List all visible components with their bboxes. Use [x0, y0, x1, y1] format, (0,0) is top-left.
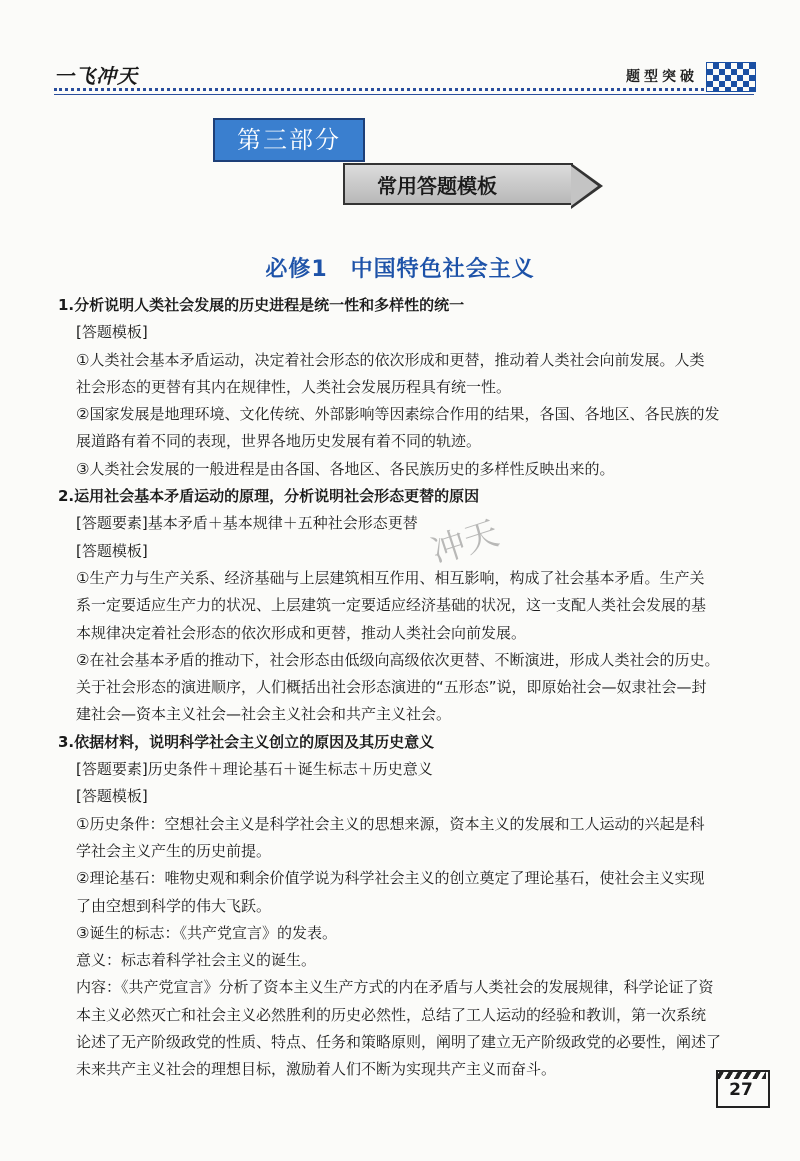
- header-divider-line: [54, 94, 754, 95]
- answer-line: [答题模板]: [76, 541, 148, 560]
- template-heading: 常用答题模板: [343, 163, 573, 205]
- question-heading: 1.分析说明人类社会发展的历史进程是统一性和多样性的统一: [58, 296, 465, 314]
- page-header: [0, 0, 800, 100]
- answer-line: ③人类社会发展的一般进程是由各国、各地区、各民族历史的多样性反映出来的。: [76, 459, 615, 478]
- answer-line: 内容：《共产党宣言》分析了资本主义生产方式的内在矛盾与人类社会的发展规律，科学论证了资: [76, 978, 714, 997]
- answer-line: [答题要素]基本矛盾＋基本规律＋五种社会形态更替: [76, 514, 418, 533]
- answer-line: ①人类社会基本矛盾运动，决定着社会形态的依次形成和更替，推动着人类社会向前发展。人类: [76, 350, 705, 369]
- answer-line: 展道路有着不同的表现，世界各地历史发展有着不同的轨迹。: [76, 432, 482, 451]
- answer-line: [答题模板]: [76, 787, 148, 806]
- section-label: 题型突破: [626, 69, 698, 85]
- document-body: [58, 292, 758, 1084]
- page-number: 27: [729, 1080, 753, 1100]
- answer-line: [答题要素]历史条件＋理论基石＋诞生标志＋历史意义: [76, 760, 433, 779]
- watermark: 冲天: [426, 513, 504, 573]
- page-number-stripes: [716, 1070, 766, 1079]
- answer-line: 论述了无产阶级政党的性质、特点、任务和策略原则，阐明了建立无产阶级政党的必要性，阐述了: [76, 1033, 722, 1052]
- answer-line: 本主义必然灭亡和社会主义必然胜利的历史必然性，总结了工人运动的经验和教训，第一次系统: [76, 1005, 707, 1024]
- answer-line: ③诞生的标志：《共产党宣言》的发表。: [76, 923, 337, 942]
- answer-line: ②在社会基本矛盾的推动下，社会形态由低级向高级依次更替、不断演进，形成人类社会的历史。: [76, 650, 720, 669]
- answer-line: ②理论基石：唯物史观和剩余价值学说为科学社会主义的创立奠定了理论基石，使社会主义实现: [76, 869, 705, 888]
- checker-icon: [706, 62, 756, 92]
- answer-line: ②国家发展是地理环境、文化传统、外部影响等因素综合作用的结果，各国、各地区、各民族的发: [76, 405, 720, 424]
- header-divider: [54, 88, 704, 91]
- answer-line: 意义：标志着科学社会主义的诞生。: [76, 951, 317, 970]
- answer-line: ①生产力与生产关系、经济基础与上层建筑相互作用、相互影响，构成了社会基本矛盾。生产关: [76, 568, 705, 587]
- question-heading: 3.依据材料，说明科学社会主义创立的原因及其历史意义: [58, 732, 435, 751]
- answer-line: ①历史条件：空想社会主义是科学社会主义的思想来源，资本主义的发展和工人运动的兴起是科: [76, 814, 705, 833]
- answer-line: 社会形态的更替有其内在规律性，人类社会发展历程具有统一性。: [76, 377, 512, 396]
- answer-line: 本规律决定着社会形态的依次形成和更替，推动人类社会向前发展。: [76, 623, 527, 642]
- arrow-icon-fill: [571, 166, 598, 206]
- brand-logo: 一飞冲天: [54, 64, 138, 88]
- part-heading: 第三部分: [213, 118, 365, 162]
- answer-line: 学社会主义产生的历史前提。: [76, 841, 272, 860]
- question-heading: 2.运用社会基本矛盾运动的原理，分析说明社会形态更替的原因: [58, 487, 480, 506]
- module-title: 必修1 中国特色社会主义: [265, 257, 535, 282]
- answer-line: 系一定要适应生产力的状况、上层建筑一定要适应经济基础的状况，这一支配人类社会发展的基: [76, 596, 707, 615]
- answer-line: 建社会—资本主义社会—社会主义社会和共产主义社会。: [76, 705, 452, 724]
- answer-line: [答题模板]: [76, 323, 148, 342]
- answer-line: 关于社会形态的演进顺序，人们概括出社会形态演进的“五形态”说，即原始社会—奴隶社会—封: [76, 678, 707, 697]
- answer-line: 未来共产主义社会的理想目标，激励着人们不断为实现共产主义而奋斗。: [76, 1060, 557, 1079]
- answer-line: 了由空想到科学的伟大飞跃。: [76, 896, 272, 915]
